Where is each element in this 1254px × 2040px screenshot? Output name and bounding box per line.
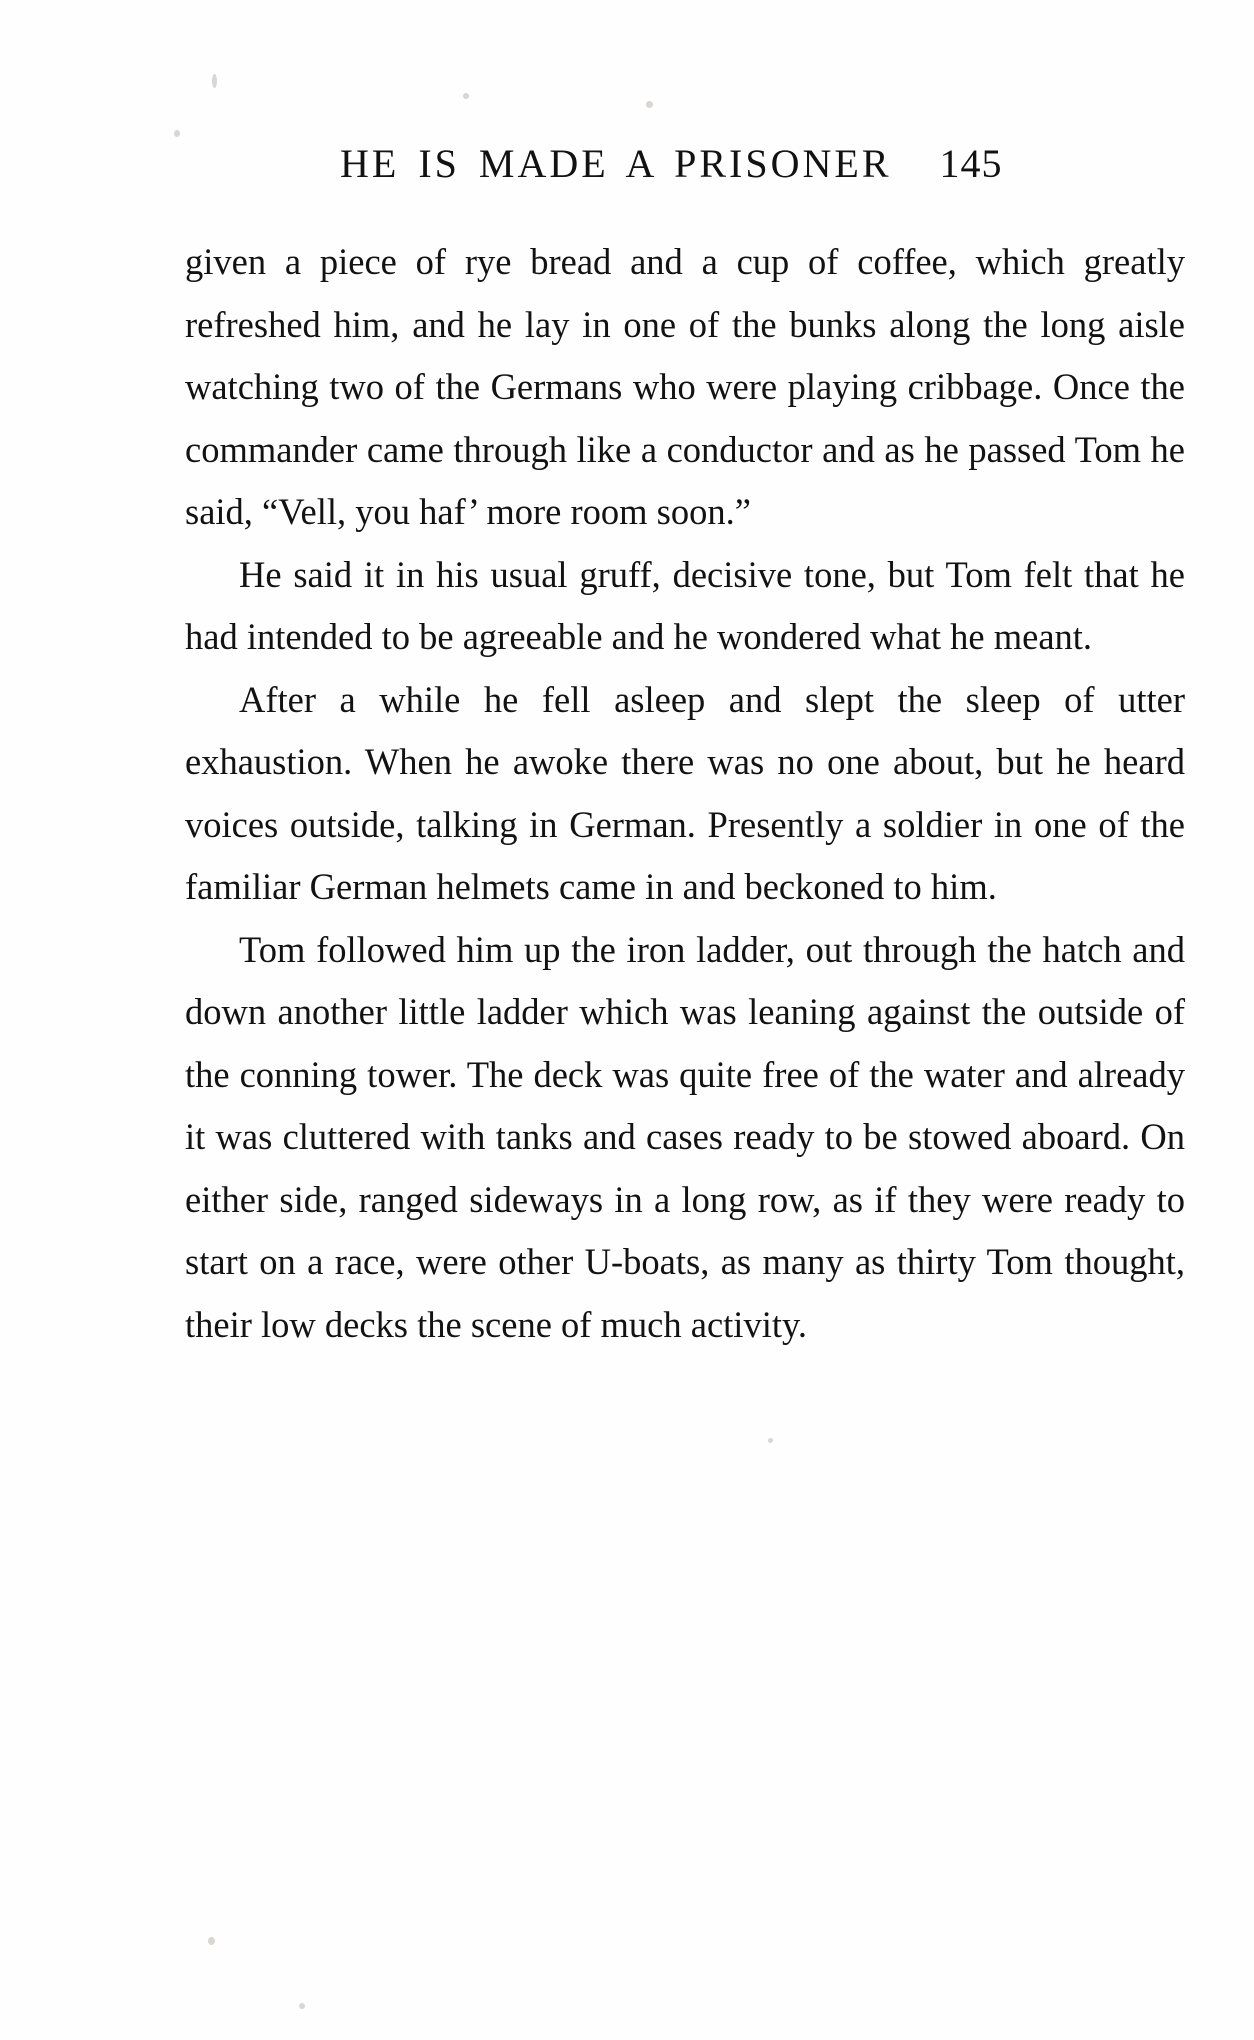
paragraph: given a piece of rye bread and a cup of coffee, which greatly refreshed him, and he lay in one of the bunks along the long aisle watching two of the Germans who were playing cribbage. Once the commander came through like a conductor and as he passed Tom he said, “Vell, you haf’ more room soon.” — [185, 241, 1185, 532]
running-title: HE IS MADE A PRISONER — [340, 141, 892, 186]
scan-speck — [299, 2003, 305, 2009]
scan-speck — [208, 1937, 215, 1945]
body-text — [185, 231, 1185, 1356]
page-content — [185, 140, 1195, 1356]
paragraph: After a while he fell asleep and slept the sleep of utter exhaustion. When he awoke there was no one about, but he heard voices outside, talking in German. Presently a soldier in one of the familiar German helmets came in and beckoned to him. — [185, 678, 1185, 907]
scan-speck — [646, 101, 653, 108]
paragraph: Tom followed him up the iron ladder, out through the hatch and down another little ladder which was leaning against the outside of the conning tower. The deck was quite free of the water and already it was cluttered with tanks and cases ready to be stowed aboard. On either side, ranged sideways in a long row, as if they were ready to start on a race, were other U-boats, as many as thirty Tom thought, their low decks the scene of much activity. — [185, 928, 1185, 1345]
scan-speck — [768, 1438, 773, 1443]
paragraph: He said it in his usual gruff, decisive tone, but Tom felt that he had intended to be agreeable and he wondered what he meant. — [185, 553, 1185, 657]
scan-speck — [463, 93, 469, 99]
page-number: 145 — [939, 141, 1003, 186]
running-head — [185, 140, 1185, 187]
scan-speck — [174, 130, 180, 137]
scan-speck — [212, 74, 217, 88]
